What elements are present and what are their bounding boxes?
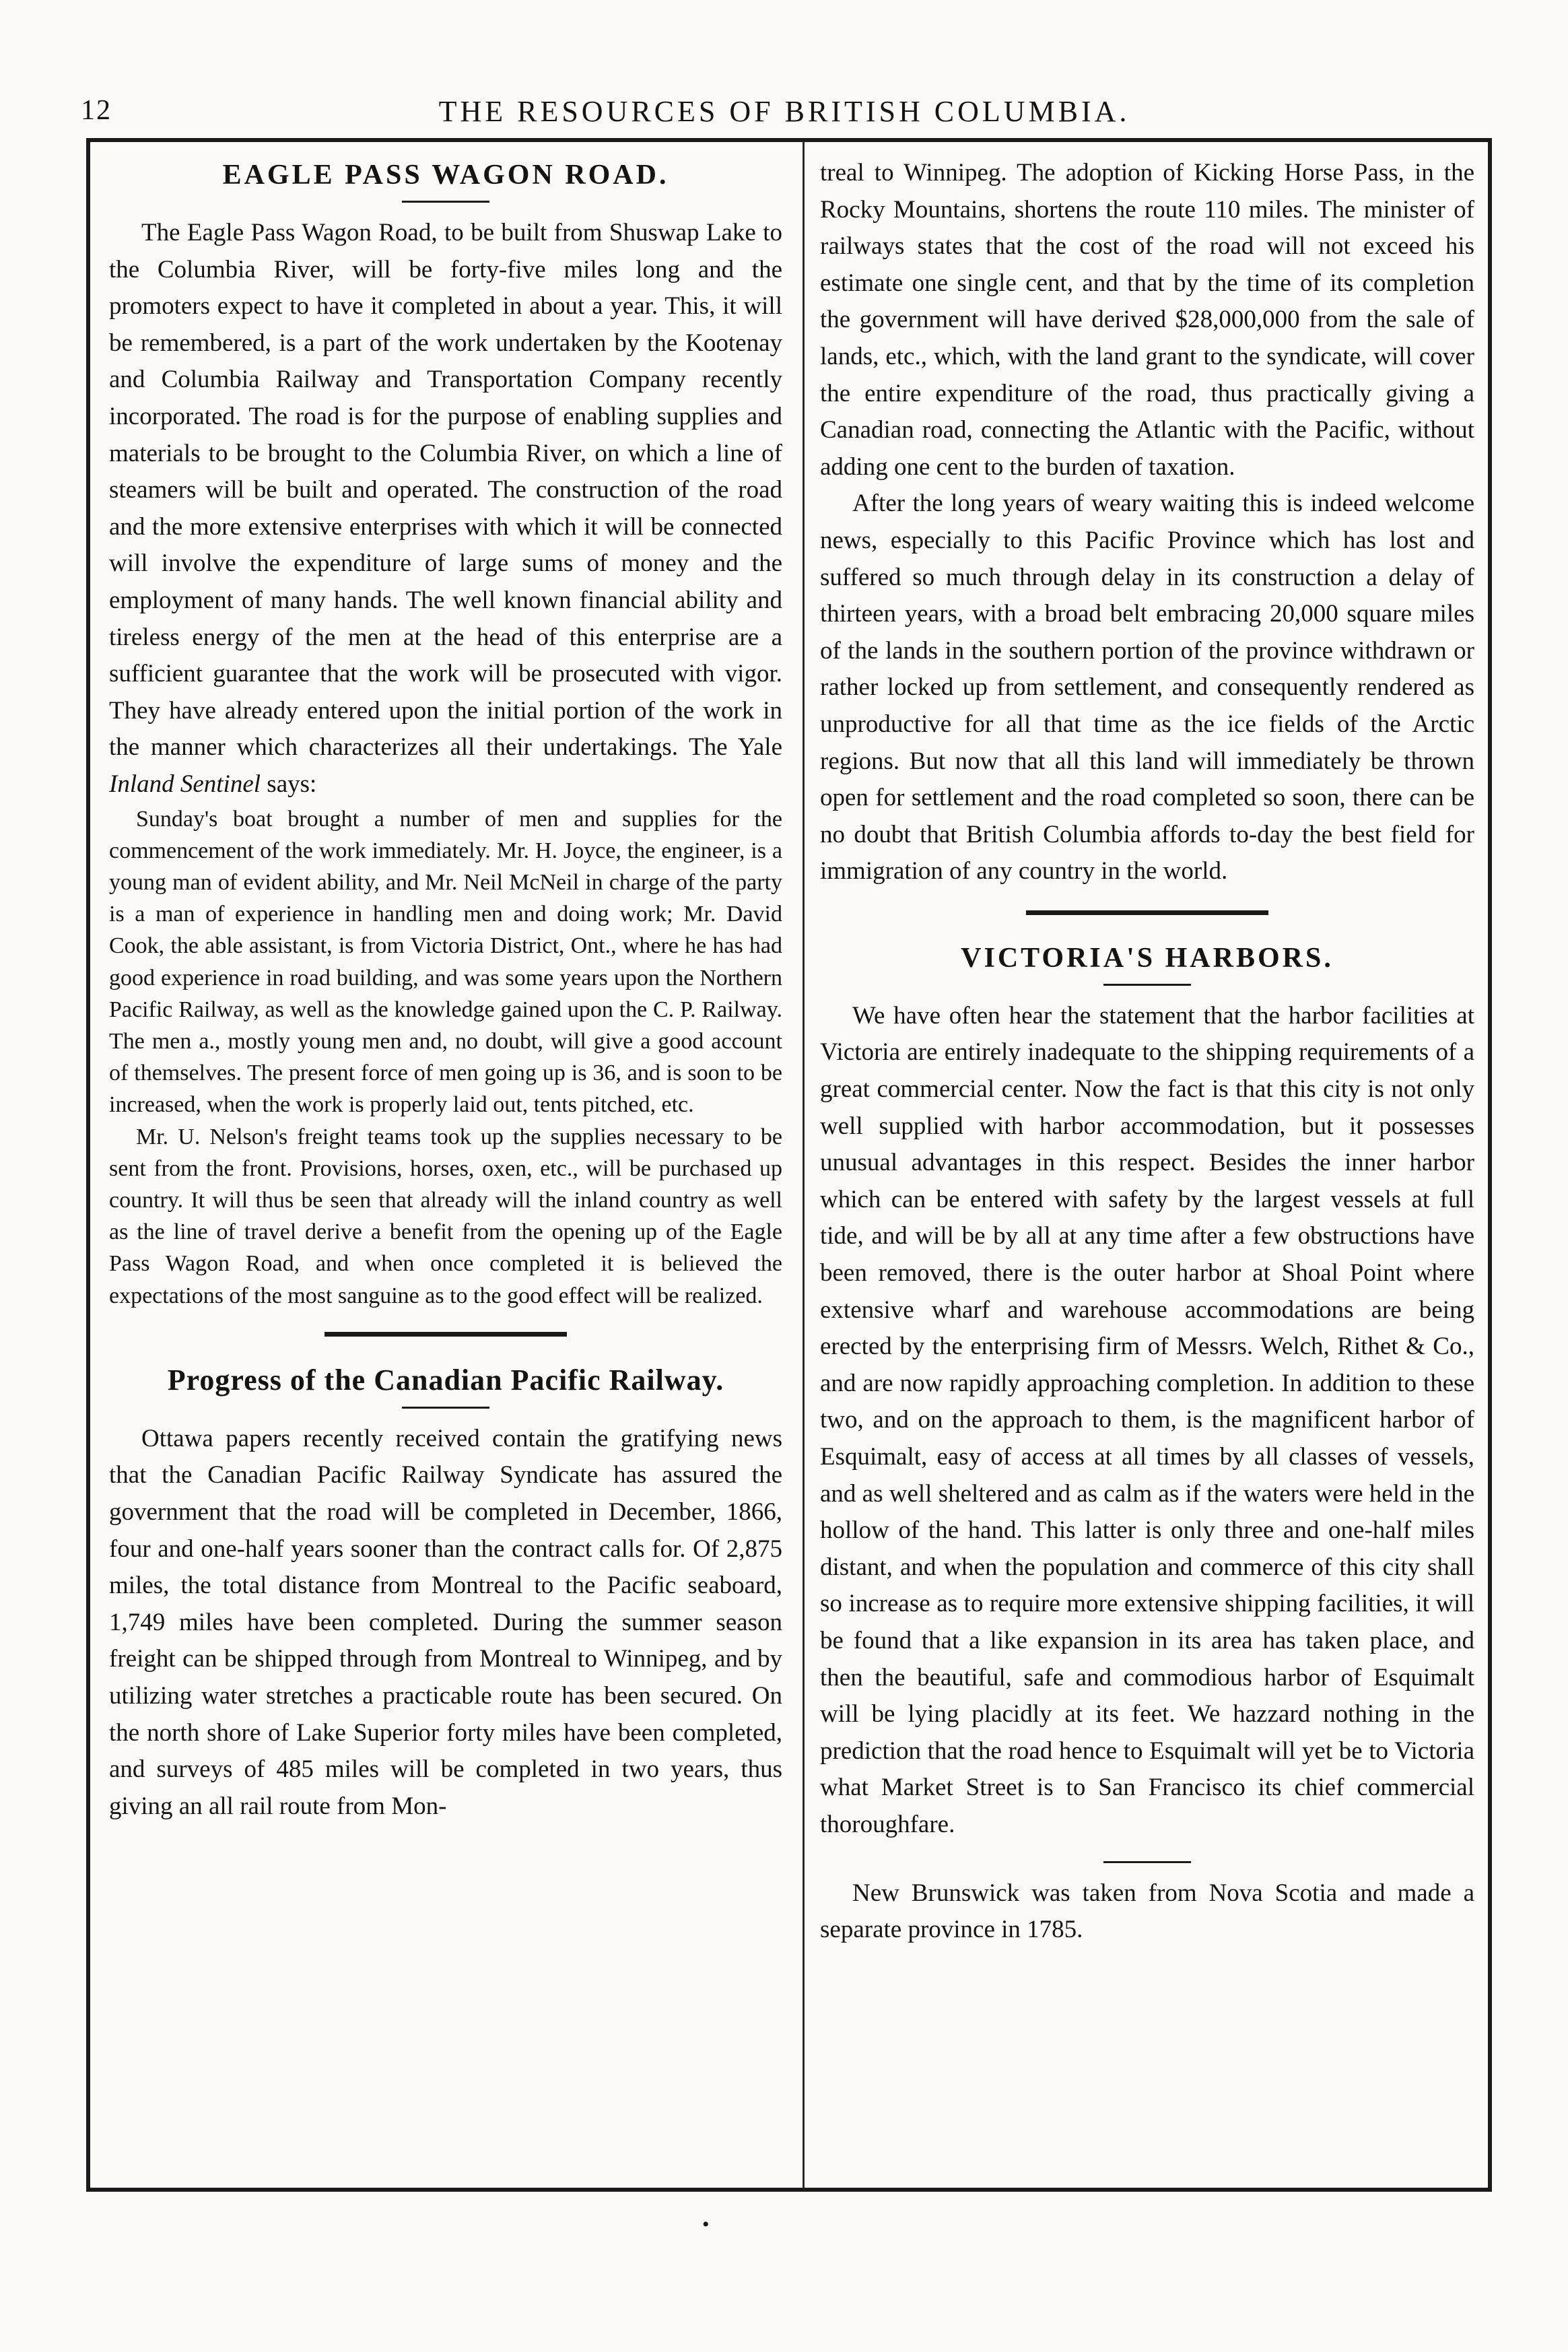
left-column bbox=[109, 155, 782, 2175]
quote-paragraph: Sunday's boat brought a number of men and supplies for the commencement of the work immediately. Mr. H. Joyce, the engineer, is a young man of evident ability, and Mr. Neil McNeil in charge of the party is a man of experience in handling men and doing work; Mr. David Cook, the able assistant, is from Victoria District, Ont., where he has had good experience in road building, and was some years upon the Northern Pacific Railway, as well as the knowledge gained upon the C. P. Railway. The men a., mostly young men and, no doubt, will give a good account of themselves. The present force of men going up is 36, and is soon to be increased, when the work is properly laid out, tents pitched, etc. bbox=[109, 806, 782, 1118]
article-eagle-pass bbox=[109, 155, 782, 1312]
heading-rule bbox=[402, 1407, 489, 1409]
article-cpr-continued bbox=[820, 155, 1474, 890]
section-divider bbox=[325, 1332, 567, 1337]
heading-rule bbox=[1103, 984, 1191, 986]
quote-paragraph: Mr. U. Nelson's freight teams took up the supplies necessary to be sent from the front. Provisions, horses, oxen, etc., will be purchased up country. It will thus be seen that already will the inland country as well as the line of travel derive a benefit from the opening up of the Eagle Pass Wagon Road, and when once completed it is believed the expectations of the most sanguine as to the good effect will be realized. bbox=[109, 1124, 782, 1308]
article-victoria bbox=[820, 938, 1474, 1844]
page-header bbox=[81, 94, 1488, 135]
article-cpr bbox=[109, 1359, 782, 1825]
quoted-passage bbox=[109, 803, 782, 1312]
footnote: New Brunswick was taken from Nova Scotia and made a separate province in 1785. bbox=[820, 1879, 1474, 1944]
page-number: 12 bbox=[81, 95, 112, 126]
victoria-paragraph: We have often hear the statement that the harbor facilities at Victoria are entirely inadequate to the shipping requirements of a great commercial center. Now the fact is that this city is not only well supplied with harbor accommodation, but it possesses unusual advantages in this respect. Besides the inner harbor which can be entered with safety by the largest vessels at full tide, and will be by all at any time after a few obstructions have been removed, there is the outer harbor at Shoal Point where extensive wharf and warehouse accommodations are being erected by the enterprising firm of Messrs. Welch, Rithet & Co., and are now rapidly approaching completion. In addition to these two, and on the approach to them, is the magnificent harbor of Esquimalt, easy of access at all times by all classes of vessels, and as well sheltered and as calm as if the waters were held in the hollow of the hand. This latter is only three and one-half miles distant, and when the population and commerce of this city shall so increase as to require more extensive shipping facilities, it will be found that a like expansion in its area has taken place, and then the beautiful, safe and commodious harbor of Esquimalt will be lying placidly at its feet. We hazzard nothing in the prediction that the road hence to Esquimalt will yet be to Victoria what Market Street is to San Francisco its chief commercial thoroughfare. bbox=[820, 1001, 1474, 1838]
eagle-pass-text: The Eagle Pass Wagon Road, to be built from Shuswap Lake to the Columbia River, will be forty-five miles long and the promoters expect to have it completed in about a year. This, it will be remembered, is a part of the work undertaken by the Kootenay and Columbia Railway and Transportation Company recently incorporated. The road is for the purpose of enabling supplies and materials to be brought to the Columbia River, on which a line of steamers will be built and operated. The construction of the road and the more extensive enterprises with which it will be connected will involve the expenditure of large sums of money and the employment of many hands. The well known financial ability and tireless energy of the men at the head of this enterprise are a sufficient guarantee that the work will be prosecuted with vigor. They have already entered upon the initial portion of the work in the manner which characterizes all their undertakings. The Yale bbox=[109, 219, 782, 762]
cpr-heading: Progress of the Canadian Pacific Railway. bbox=[167, 1363, 724, 1397]
victoria-heading: VICTORIA'S HARBORS. bbox=[961, 942, 1334, 974]
eagle-pass-text-end: says: bbox=[261, 770, 317, 798]
column-divider bbox=[803, 141, 805, 2188]
bottom-ornament: • bbox=[702, 2213, 710, 2236]
eagle-pass-heading: EAGLE PASS WAGON ROAD. bbox=[222, 160, 669, 191]
cpr-paragraph: Ottawa papers recently received contain the gratifying news that the Canadian Pacific Railway Syndicate has assured the government that the road will be completed in December, 1866, four and one-half years sooner than the contract calls for. Of 2,875 miles, the total distance from Montreal to the Pacific seaboard, 1,749 miles have been completed. During the summer season freight can be shipped through from Montreal to Winnipeg, and by utilizing water stretches a practicable route has been secured. On the north shore of Lake Superior forty miles have been completed, and surveys of 485 miles will be completed in two years, thus giving an all rail route from Mon- bbox=[109, 1424, 782, 1820]
running-title: THE RESOURCES OF BRITISH COLUMBIA. bbox=[438, 95, 1130, 128]
section-divider bbox=[1026, 910, 1268, 915]
footnote-rule bbox=[1103, 1861, 1191, 1863]
newspaper-title: Inland Sentinel bbox=[109, 770, 261, 798]
cpr-paragraph: After the long years of weary waiting this is indeed welcome news, especially to this Pacific Province which has lost and suffered so much through delay in its construction a delay of thirteen years, with a broad belt embracing 20,000 square miles of the lands in the southern portion of the province withdrawn or rather locked up from settlement, and consequently rendered as unproductive for all that time as the ice fields of the Arctic regions. But now that all this land will immediately be thrown open for settlement and the road completed so soon, there can be no doubt that British Columbia affords to-day the best field for immigration of any country in the world. bbox=[820, 490, 1474, 885]
eagle-pass-paragraph bbox=[109, 215, 782, 803]
heading-rule bbox=[402, 201, 489, 203]
right-column bbox=[820, 155, 1474, 2175]
cpr-paragraph-continued: treal to Winnipeg. The adoption of Kicking Horse Pass, in the Rocky Mountains, shortens the route 110 miles. The minister of railways states that the cost of the road will not exceed his estimate one single cent, and that by the time of its completion the government will have derived $28,000,000 from the sale of lands, etc., which, with the land grant to the syndicate, will cover the entire expenditure of the road, thus practically giving a Canadian road, connecting the Atlantic with the Pacific, without adding one cent to the burden of taxation. bbox=[820, 159, 1474, 481]
